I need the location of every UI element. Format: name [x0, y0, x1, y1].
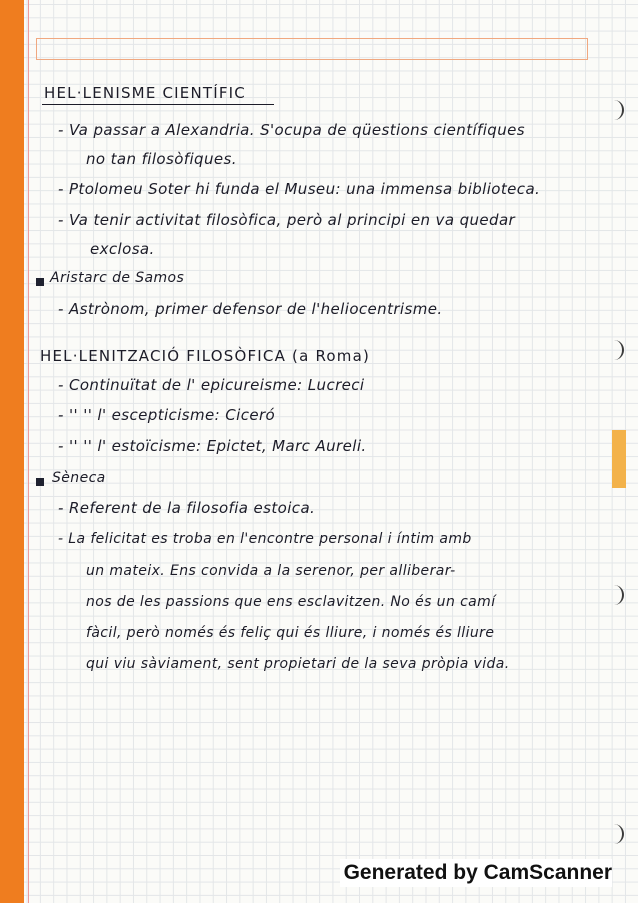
header-box [36, 38, 588, 60]
heading-underline [42, 104, 274, 105]
note-line: - Ptolomeu Soter hi funda el Museu: una immensa biblioteca. [58, 180, 541, 198]
binder-hole-icon [612, 824, 624, 844]
binder-hole-icon [612, 585, 624, 605]
note-line: - '' '' l' estoïcisme: Epictet, Marc Aureli. [58, 437, 367, 455]
note-line: - Referent de la filosofia estoica. [58, 499, 316, 517]
binder-hole-icon [612, 340, 624, 360]
section-heading: HEL·LENITZACIÓ FILOSÒFICA (a Roma) [40, 347, 371, 365]
subsection-title: Sèneca [52, 470, 106, 486]
note-line: - Va tenir activitat filosòfica, però al principi en va quedar [58, 211, 516, 229]
note-line: - '' '' l' escepticisme: Ciceró [58, 406, 276, 424]
note-line: fàcil, però només és feliç qui és lliure, i només és lliure [86, 625, 495, 641]
note-line: no tan filosòfiques. [86, 150, 237, 168]
binder-hole-icon [612, 100, 624, 120]
note-line: - Astrònom, primer defensor de l'heliocentrisme. [58, 300, 443, 318]
margin-line [28, 0, 29, 903]
note-line: - Va passar a Alexandria. S'ocupa de qüestions científiques [58, 121, 525, 139]
note-line: un mateix. Ens convida a la serenor, per alliberar- [86, 563, 456, 579]
orange-margin-strip [0, 0, 24, 903]
scanner-watermark: Generated by CamScanner [340, 859, 612, 887]
note-line: - La felicitat es troba en l'encontre personal i íntim amb [58, 531, 472, 547]
bullet-square-icon [36, 478, 44, 486]
side-tab [612, 430, 626, 488]
note-line: nos de les passions que ens esclavitzen. No és un camí [86, 594, 496, 610]
note-line: exclosa. [90, 240, 155, 258]
note-line: qui viu sàviament, sent propietari de la seva pròpia vida. [86, 656, 510, 672]
section-heading: HEL·LENISME CIENTÍFIC [44, 84, 246, 102]
note-line: - Continuïtat de l' epicureisme: Lucreci [58, 376, 365, 394]
subsection-title: Aristarc de Samos [50, 270, 185, 286]
bullet-square-icon [36, 278, 44, 286]
